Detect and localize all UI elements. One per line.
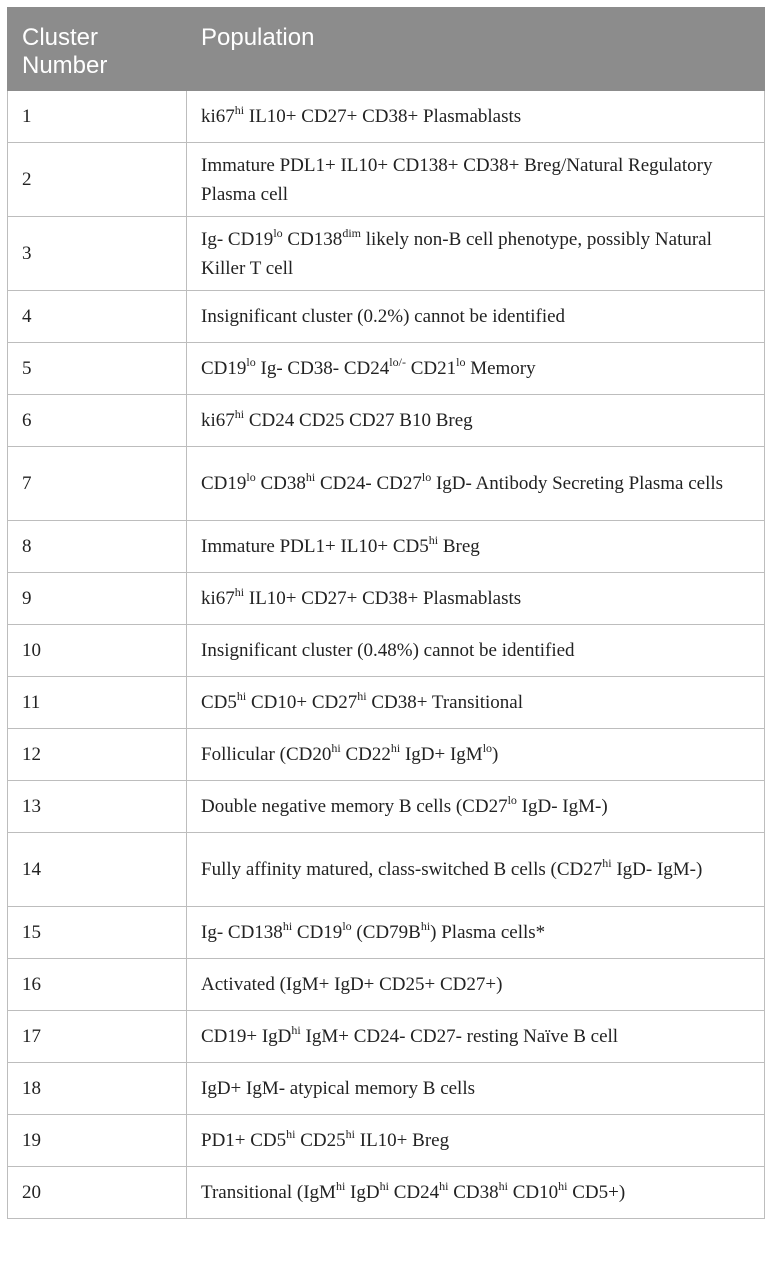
population-superscript: lo — [421, 470, 432, 484]
population-text: ki67 — [201, 410, 235, 431]
table-row — [8, 91, 765, 143]
population-superscript: lo — [246, 355, 256, 369]
cluster-number-cell: 20 — [8, 1167, 187, 1219]
population-cell — [187, 625, 765, 677]
table-row — [8, 521, 765, 573]
cluster-number-cell: 17 — [8, 1011, 187, 1063]
cluster-number-cell: 10 — [8, 625, 187, 677]
population-text: CD21 — [405, 358, 457, 379]
population-cell — [187, 573, 765, 625]
population-text: IgD- IgM-) — [611, 859, 703, 880]
table-row — [8, 625, 765, 677]
population-cell — [187, 1115, 765, 1167]
population-text: Double negative memory B cells (CD27 — [201, 796, 508, 817]
table-row — [8, 907, 765, 959]
population-superscript: hi — [379, 1179, 389, 1193]
population-superscript: hi — [439, 1179, 449, 1193]
population-cell — [187, 217, 765, 291]
population-text: CD19 — [201, 358, 247, 379]
table-row — [8, 677, 765, 729]
population-text: CD138 — [282, 228, 343, 250]
population-cell — [187, 1063, 765, 1115]
header-cluster-line-1: Cluster — [22, 24, 99, 51]
population-superscript: hi — [602, 856, 612, 870]
population-superscript: hi — [420, 919, 431, 933]
population-text: Immature PDL1+ IL10+ CD5 — [201, 536, 429, 557]
population-superscript: hi — [345, 1127, 355, 1141]
population-text: Follicular (CD20 — [201, 744, 332, 765]
population-superscript: hi — [558, 1179, 568, 1193]
cluster-number-cell: 16 — [8, 959, 187, 1011]
cluster-number-cell: 6 — [8, 395, 187, 447]
population-cell — [187, 91, 765, 143]
cluster-number-cell: 18 — [8, 1063, 187, 1115]
population-text: ki67 — [201, 106, 235, 127]
population-text: CD19+ IgD — [201, 1026, 292, 1047]
population-superscript: hi — [234, 407, 245, 421]
population-superscript: hi — [305, 470, 316, 484]
population-superscript: hi — [335, 1179, 346, 1193]
population-cell — [187, 447, 765, 521]
population-superscript: lo — [246, 470, 256, 484]
cluster-number-cell: 14 — [8, 833, 187, 907]
cluster-number-cell: 7 — [8, 447, 187, 521]
population-cell — [187, 729, 765, 781]
population-text: CD10+ CD27 — [246, 692, 358, 713]
table-row — [8, 1115, 765, 1167]
population-text: PD1+ CD5 — [201, 1130, 287, 1151]
population-cell — [187, 959, 765, 1011]
header-population: Population — [187, 8, 765, 91]
population-text: Activated (IgM+ IgD+ CD25+ CD27+) — [201, 974, 503, 995]
population-cell — [187, 833, 765, 907]
population-text: IgD- IgM-) — [516, 796, 608, 817]
table-row — [8, 729, 765, 781]
header-cluster-number — [8, 8, 187, 91]
cluster-number-cell: 13 — [8, 781, 187, 833]
population-superscript: hi — [234, 103, 245, 117]
population-superscript: hi — [291, 1023, 301, 1037]
population-text: ) Plasma cells* — [430, 922, 546, 943]
table-row — [8, 395, 765, 447]
population-text: CD22 — [340, 744, 391, 765]
population-cell — [187, 677, 765, 729]
population-cell — [187, 1011, 765, 1063]
population-text: CD24- CD27 — [315, 473, 422, 494]
population-cell — [187, 291, 765, 343]
table-row — [8, 343, 765, 395]
population-superscript: lo — [342, 919, 352, 933]
population-text: Ig- CD19 — [201, 228, 274, 250]
cluster-number-cell: 2 — [8, 143, 187, 217]
population-superscript: hi — [236, 689, 247, 703]
population-cell — [187, 521, 765, 573]
population-text: IgM+ CD24- CD27- resting Naïve B cell — [300, 1026, 619, 1047]
population-superscript: hi — [234, 585, 245, 599]
cluster-number-cell: 4 — [8, 291, 187, 343]
population-superscript: lo — [273, 225, 283, 240]
population-text: Breg — [438, 536, 480, 557]
population-text: ) — [492, 744, 499, 765]
population-superscript: lo/- — [389, 355, 406, 369]
cluster-population-table — [7, 7, 765, 1219]
population-cell — [187, 781, 765, 833]
population-text: CD5 — [201, 692, 237, 713]
population-text: CD25 — [295, 1130, 346, 1151]
population-superscript: dim — [342, 225, 361, 240]
population-superscript: hi — [331, 741, 341, 755]
population-text: Ig- CD38- CD24 — [255, 358, 390, 379]
population-text: CD38+ Transitional — [366, 692, 524, 713]
population-text: IL10+ CD27+ CD38+ Plasmablasts — [244, 588, 522, 609]
population-text: IgD — [345, 1182, 380, 1203]
population-superscript: hi — [498, 1179, 508, 1193]
population-text: CD19 — [292, 922, 343, 943]
population-text: IgD- Antibody Secreting Plasma cells — [431, 473, 724, 494]
population-text: CD19 — [201, 473, 247, 494]
population-text: Immature PDL1+ IL10+ CD138+ CD38+ Breg/Natural Regulatory Plasma cell — [201, 154, 713, 205]
population-text: CD24 — [388, 1182, 440, 1203]
population-text: Transitional (IgM — [201, 1182, 336, 1203]
cluster-number-cell: 3 — [8, 217, 187, 291]
table-row — [8, 1063, 765, 1115]
population-text: CD38 — [448, 1182, 499, 1203]
header-row — [8, 8, 765, 91]
population-text: ki67 — [201, 588, 235, 609]
population-text: Insignificant cluster (0.48%) cannot be identified — [201, 640, 575, 661]
cluster-number-cell: 15 — [8, 907, 187, 959]
population-superscript: hi — [390, 741, 401, 755]
table-row — [8, 1011, 765, 1063]
population-text: CD38 — [255, 473, 306, 494]
population-cell — [187, 343, 765, 395]
population-text: CD10 — [507, 1182, 559, 1203]
population-text: (CD79B — [351, 922, 421, 943]
population-text: CD5+) — [567, 1182, 626, 1203]
population-superscript: hi — [428, 533, 439, 547]
cluster-number-cell: 11 — [8, 677, 187, 729]
population-superscript: lo — [507, 793, 517, 807]
table-row — [8, 833, 765, 907]
population-cell — [187, 395, 765, 447]
population-cell — [187, 1167, 765, 1219]
population-text: IL10+ Breg — [355, 1130, 450, 1151]
cluster-number-cell: 8 — [8, 521, 187, 573]
population-superscript: lo — [482, 741, 493, 755]
table-row — [8, 959, 765, 1011]
population-superscript: lo — [456, 355, 466, 369]
population-text: CD24 CD25 CD27 B10 Breg — [244, 410, 473, 431]
cluster-number-cell: 19 — [8, 1115, 187, 1167]
cluster-number-cell: 12 — [8, 729, 187, 781]
population-text: Fully affinity matured, class-switched B cells (CD27 — [201, 859, 603, 880]
population-text: IL10+ CD27+ CD38+ Plasmablasts — [244, 106, 522, 127]
table-row — [8, 573, 765, 625]
cluster-number-cell: 5 — [8, 343, 187, 395]
population-text: Insignificant cluster (0.2%) cannot be identified — [201, 306, 566, 327]
population-cell — [187, 907, 765, 959]
cluster-number-cell: 1 — [8, 91, 187, 143]
population-text: Memory — [465, 358, 536, 379]
cluster-number-cell: 9 — [8, 573, 187, 625]
header-cluster-line-2: Number — [22, 52, 108, 79]
population-cell — [187, 143, 765, 217]
table-row — [8, 143, 765, 217]
table-row — [8, 291, 765, 343]
population-superscript: hi — [286, 1127, 296, 1141]
population-text: likely non-B cell phenotype, possibly Natural Killer T cell — [201, 228, 712, 279]
population-superscript: hi — [357, 689, 367, 703]
table-row — [8, 781, 765, 833]
population-text: IgD+ IgM- atypical memory B cells — [201, 1078, 476, 1099]
population-text: Ig- CD138 — [201, 922, 283, 943]
population-superscript: hi — [282, 919, 293, 933]
table-row — [8, 217, 765, 291]
table-row — [8, 447, 765, 521]
table-row — [8, 1167, 765, 1219]
population-text: IgD+ IgM — [400, 744, 483, 765]
